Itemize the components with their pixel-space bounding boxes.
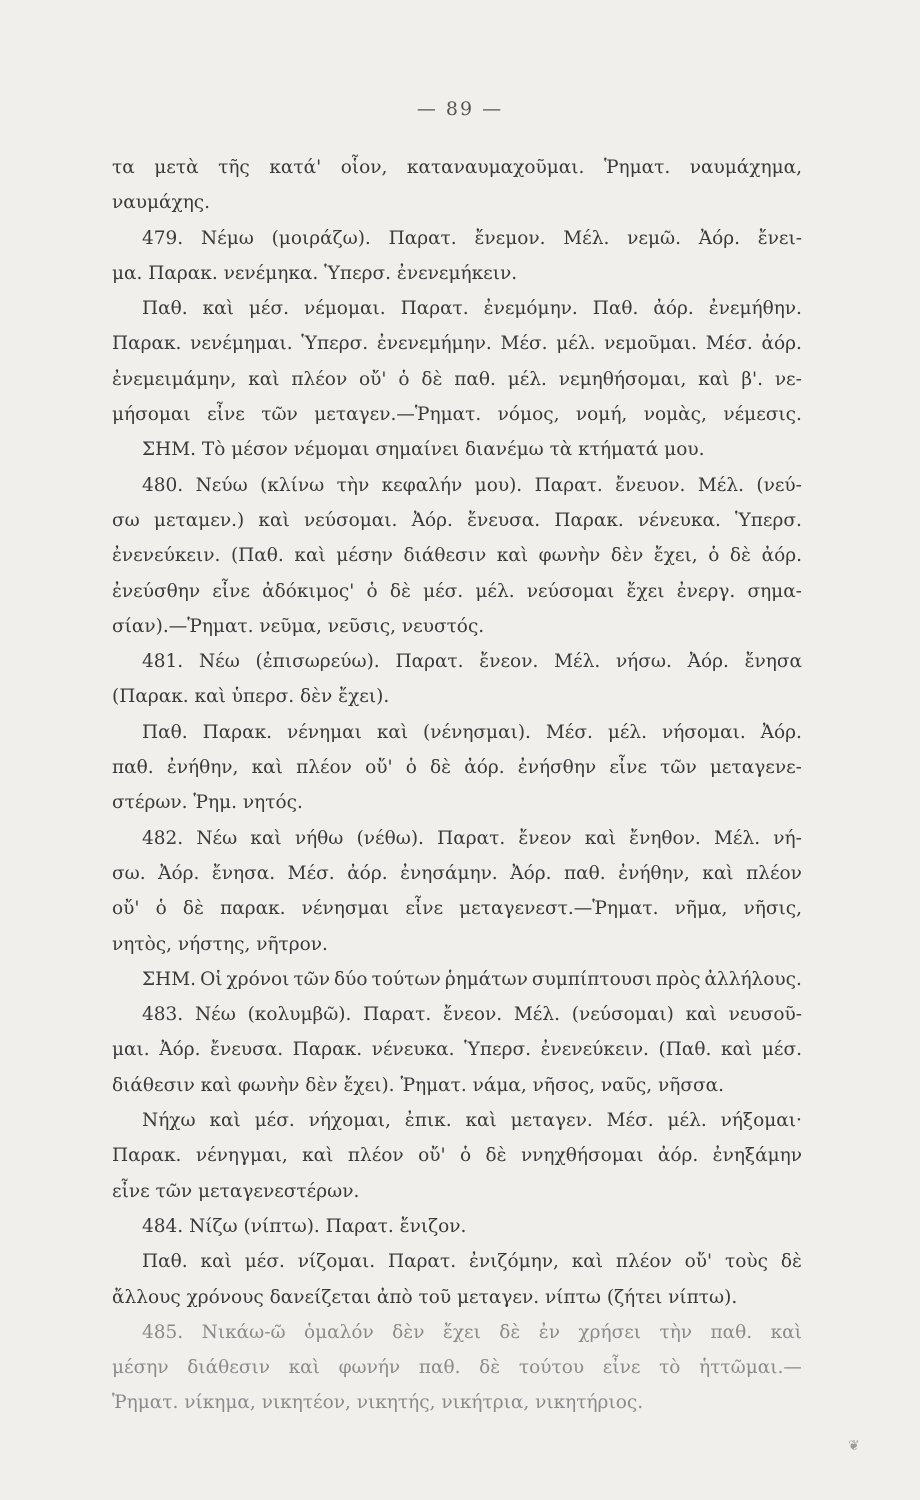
text-line: ἐνεύσθην εἶνε ἀδόκιμος' ὁ δὲ μέσ. μέλ. νεύσομαι ἔχει ἐνεργ. σημα- bbox=[112, 580, 802, 602]
text-line: ἄλλους χρόνους δανείζεται ἀπὸ τοῦ μεταγεν. νίπτω (ζήτει νίπτω). bbox=[112, 1286, 738, 1308]
text-line: σω. Ἀόρ. ἔνησα. Μέσ. ἀόρ. ἐνησάμην. Ἀόρ. παθ. ἐνήθην, καὶ πλέον bbox=[112, 862, 802, 884]
ornament-mark: ❦ bbox=[848, 1438, 860, 1454]
text-block bbox=[112, 150, 802, 1421]
text-line: 482. Νέω καὶ νήθω (νέθω). Παρατ. ἔνεον καὶ ἔνηθον. Μέλ. νή- bbox=[142, 827, 802, 849]
text-line: Νήχω καὶ μέσ. νήχομαι, ἐπικ. καὶ μεταγεν. Μέσ. μέλ. νήξομαι· bbox=[142, 1110, 802, 1132]
text-line: ναυμάχης. bbox=[112, 192, 211, 214]
text-line: ΣΗΜ. Οἱ χρόνοι τῶν δύο τούτων ῥημάτων συμπίπτουσι πρὸς ἀλλήλους. bbox=[142, 968, 802, 990]
text-line: μαι. Ἀόρ. ἔνευσα. Παρακ. νένευκα. Ὑπερσ. ἐνενεύκειν. (Παθ. καὶ μέσ. bbox=[112, 1039, 802, 1061]
page-number: — 89 — bbox=[416, 98, 504, 120]
text-line: Παθ. Παρακ. νένημαι καὶ (νένησμαι). Μέσ. μέλ. νήσομαι. Ἀόρ. bbox=[142, 721, 802, 743]
text-line: μέσην διάθεσιν καὶ φωνήν παθ. δὲ τούτου εἶνε τὸ ἡττῶμαι.— bbox=[112, 1357, 802, 1379]
text-line: διάθεσιν καὶ φωνὴν δὲν ἔχει). Ῥηματ. νάμα, νῆσος, ναῦς, νῆσσα. bbox=[112, 1074, 724, 1096]
text-line: παθ. ἐνήθην, καὶ πλέον οὔ' ὁ δὲ ἀόρ. ἐνήσθην εἶνε τῶν μεταγενε- bbox=[112, 757, 802, 779]
text-line: Παρακ. νένηγμαι, καὶ πλέον οὔ' ὁ δὲ ννηχθήσομαι ἀόρ. ἐνηξάμην bbox=[112, 1145, 802, 1167]
text-line: 480. Νεύω (κλίνω τὴν κεφαλήν μου). Παρατ. ἔνευον. Μέλ. (νεύ- bbox=[142, 474, 802, 496]
text-line: νητὸς, νήστης, νῆτρον. bbox=[112, 933, 328, 955]
text-line: ἐνεμειμάμην, καὶ πλέον οὔ' ὁ δὲ παθ. μέλ. νεμηθήσομαι, καὶ β'. νε- bbox=[112, 368, 802, 390]
text-line: ΣΗΜ. Τὸ μέσον νέμομαι σημαίνει διανέμω τὰ κτήματά μου. bbox=[142, 439, 705, 461]
text-line: 484. Νίζω (νίπτω). Παρατ. ἔνιζον. bbox=[142, 1215, 467, 1237]
text-line: ἐνενεύκειν. (Παθ. καὶ μέσην διάθεσιν καὶ φωνὴν δὲν ἔχει, ὁ δὲ ἀόρ. bbox=[112, 545, 802, 567]
text-line: σω μεταμεν.) καὶ νεύσομαι. Ἀόρ. ἔνευσα. Παρακ. νένευκα. Ὑπερσ. bbox=[112, 509, 802, 531]
text-line: Παρακ. νενέμημαι. Ὑπερσ. ἐνενεμήμην. Μέσ. μέλ. νεμοῦμαι. Μέσ. ἀόρ. bbox=[112, 333, 802, 355]
text-line: μα. Παρακ. νενέμηκα. Ὑπερσ. ἐνενεμήκειν. bbox=[112, 262, 518, 284]
text-line: σίαν).—Ῥηματ. νεῦμα, νεῦσις, νευστός. bbox=[112, 615, 485, 637]
text-line: 479. Νέμω (μοιράζω). Παρατ. ἔνεμον. Μέλ. νεμῶ. Ἀόρ. ἔνει- bbox=[142, 227, 802, 249]
text-line: 481. Νέω (ἐπισωρεύω). Παρατ. ἔνεον. Μέλ. νήσω. Ἀόρ. ἔνησα bbox=[142, 651, 802, 673]
text-line: μήσομαι εἶνε τῶν μεταγεν.—Ῥηματ. νόμος, νομή, νομὰς, νέμεσις. bbox=[112, 404, 802, 426]
text-line: οὔ' ὁ δὲ παρακ. νένησμαι εἶνε μεταγενεστ.—Ῥηματ. νῆμα, νῆσις, bbox=[112, 898, 802, 920]
text-line: 483. Νέω (κολυμβῶ). Παρατ. ἔνεον. Μέλ. (νεύσομαι) καὶ νευσοῦ- bbox=[142, 1004, 802, 1026]
text-line: εἶνε τῶν μεταγενεστέρων. bbox=[112, 1180, 360, 1202]
text-line: (Παρακ. καὶ ὑπερσ. δὲν ἔχει). bbox=[112, 686, 390, 708]
text-line: 485. Νικάω-ῶ ὁμαλόν δὲν ἔχει δὲ ἐν χρήσει τὴν παθ. καὶ bbox=[142, 1321, 802, 1343]
text-line: στέρων. Ῥημ. νητός. bbox=[112, 792, 303, 814]
text-line: Παθ. καὶ μέσ. νέμομαι. Παρατ. ἐνεμόμην. Παθ. ἀόρ. ἐνεμήθην. bbox=[142, 298, 802, 320]
text-line: Παθ. καὶ μέσ. νίζομαι. Παρατ. ἐνιζόμην, καὶ πλέον οὔ' τοὺς δὲ bbox=[142, 1251, 802, 1273]
text-line: Ῥηματ. νίκημα, νικητέον, νικητής, νικήτρια, νικητήριος. bbox=[112, 1392, 644, 1414]
text-line: τα μετὰ τῆς κατά' οἷον, καταναυμαχοῦμαι. Ῥηματ. ναυμάχημα, bbox=[112, 157, 802, 178]
